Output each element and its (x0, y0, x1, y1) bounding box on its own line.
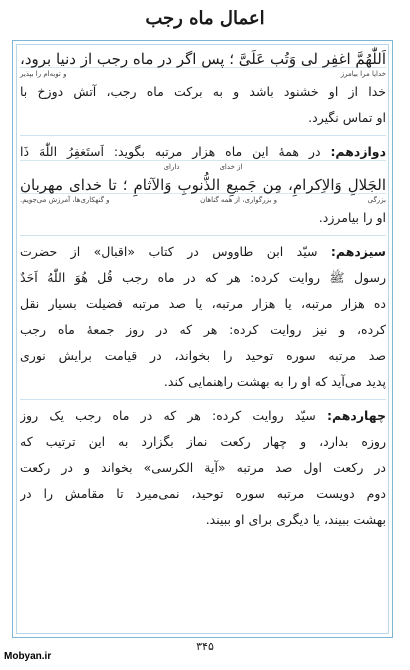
page-title: اعمال ماه رجب (145, 8, 265, 29)
section-divider (20, 135, 386, 136)
paragraph-line: پدید می‌آید که او را به بهشت راهنمایی کند. (163, 374, 386, 389)
gloss-item: از خدای (219, 163, 243, 171)
paragraph-line: خدا از او خشنود باشد و به برکت ماه رجب، آتش دوزخ با (20, 84, 386, 99)
section-heading: چهاردهم: (326, 408, 386, 423)
dua-line: اَللّٰهُمَّ اغفِر لی وَتُب عَلَیَّ ؛ پس اگر در ماه رجب از دنیا برود، (20, 50, 386, 68)
gloss-item: خدایا مرا بیامرز (340, 70, 386, 78)
paragraph-text: سیّد (296, 244, 318, 259)
section-divider (20, 399, 386, 400)
gloss-item: دارای (163, 163, 180, 171)
site-watermark: Mobyan.ir (4, 651, 52, 662)
paragraph-line: صد مرتبه سوره توحید را بخواند، در قیامت برایش نوری (20, 348, 386, 363)
gloss-item: بزرگی (367, 196, 386, 204)
paragraph-text: ابن طاووس در کتاب «اقبال» از حضرت (20, 244, 284, 259)
paragraph-text: سیّد روایت کرده: هر که در ماه رجب یک روز (20, 408, 316, 423)
paragraph-line: او تماس نگیرد. (308, 110, 386, 125)
paragraph-line: رسول ﷺ روایت کرده: هر که در ماه رجب قُل هُوَ اللّٰهُ اَحَدٌ (20, 270, 386, 285)
section-divider (20, 235, 386, 236)
section-heading: دوازدهم: (330, 144, 386, 159)
gloss-item: و بزرگواری، از همه گناهان (200, 196, 277, 204)
paragraph-line (20, 239, 386, 265)
paragraph-line: دوم دویست مرتبه سوره توحید، نمی‌میرد تا مقامش را در (20, 486, 386, 501)
paragraph-line: کرده، و نیز روایت کرده: هر که در روز جمعهٔ ماه رجب (20, 322, 386, 337)
paragraph-line: در رکعت اول صد مرتبه «آیة الکرسی» بخواند و در رکعت (20, 460, 386, 475)
paragraph-line (20, 403, 386, 429)
paragraph-line (20, 139, 386, 165)
paragraph-line: ده هزار مرتبه، یا هزار مرتبه، یا صد مرتبه فضیلت بسیار نقل (20, 296, 386, 311)
paragraph-line: او را بیامرزد. (318, 210, 386, 225)
dua-line: الجَلالِ وَالاِکرامِ، مِن جَمیعِ الذُّنوبِ وَالآثامِ ؛ تا خدای مهربان (20, 176, 386, 194)
paragraph-line: بهشت ببیند، یا دیگری برای او ببیند. (205, 512, 386, 527)
gloss-item: و گنهکاری‌ها، آمرزش می‌جویم. (20, 196, 110, 204)
page-number: ۳۴۵ (196, 640, 214, 653)
section-heading: سیزدهم: (330, 244, 386, 259)
gloss-item: و توبه‌ام را بپذیر (20, 70, 67, 78)
paragraph-line: روزه بدارد، و چهار رکعت نماز بگزارد به این ترتیب که (20, 434, 386, 449)
paragraph-text: در همهٔ این ماه هزار مرتبه بگوید: اَستَغفِرُ اللّٰهَ ذَا (20, 144, 321, 159)
page-content (20, 46, 386, 533)
